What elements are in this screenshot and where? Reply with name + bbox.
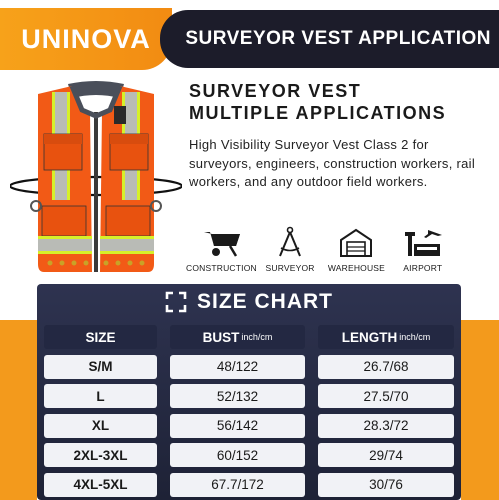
heading-line-1: SURVEYOR VEST <box>189 81 362 101</box>
airport-icon <box>402 226 444 258</box>
application-icons <box>186 226 456 278</box>
cell-size: L <box>44 384 157 408</box>
application-surveyor <box>257 226 323 278</box>
cell-size: XL <box>44 414 157 438</box>
application-warehouse <box>323 226 389 278</box>
section-description: High Visibility Surveyor Vest Class 2 for surveyors, engineers, construction workers, rail workers, and any outdoor field workers. <box>189 137 476 189</box>
chart-side-accent-right <box>461 320 499 500</box>
cell-size: S/M <box>44 355 157 379</box>
cell-length: 30/76 <box>318 473 454 497</box>
title-bar <box>160 10 499 68</box>
size-chart-header <box>37 284 461 320</box>
heading-line-2: MULTIPLE APPLICATIONS <box>189 103 447 123</box>
cell-length: 29/74 <box>318 443 454 467</box>
cell-bust: 48/122 <box>170 355 305 379</box>
header-size: SIZE <box>44 325 157 349</box>
vest-image <box>10 76 182 282</box>
table-row <box>44 473 454 497</box>
table-row <box>44 443 454 467</box>
brand-logo <box>0 8 172 70</box>
cell-bust: 52/132 <box>170 384 305 408</box>
cell-bust: 56/142 <box>170 414 305 438</box>
application-label: CONSTRUCTION <box>186 263 257 273</box>
cell-size: 2XL-3XL <box>44 443 157 467</box>
header-bust-label: BUST <box>202 329 240 345</box>
header-bust <box>170 325 305 349</box>
table-row <box>44 414 454 438</box>
cell-length: 27.5/70 <box>318 384 454 408</box>
frame-corners-icon <box>165 291 187 313</box>
table-row <box>44 384 454 408</box>
compass-icon <box>269 226 311 258</box>
application-construction <box>186 226 257 278</box>
cell-size: 4XL-5XL <box>44 473 157 497</box>
header-length <box>318 325 454 349</box>
wheelbarrow-icon <box>200 226 242 258</box>
table-row <box>44 355 454 379</box>
cell-bust: 67.7/172 <box>170 473 305 497</box>
cell-length: 28.3/72 <box>318 414 454 438</box>
size-table <box>44 325 454 500</box>
section-heading <box>189 80 489 124</box>
header-length-label: LENGTH <box>341 329 398 345</box>
brand-name: UNINOVA <box>21 23 151 54</box>
warehouse-icon <box>335 226 377 258</box>
header-bust-unit: inch/cm <box>241 332 273 342</box>
application-label: SURVEYOR <box>265 263 315 273</box>
application-label: WAREHOUSE <box>327 263 386 273</box>
size-chart-title: SIZE CHART <box>197 290 333 313</box>
size-table-header <box>44 325 454 349</box>
chart-side-accent-left <box>0 320 37 500</box>
application-label: AIRPORT <box>403 263 443 273</box>
cell-bust: 60/152 <box>170 443 305 467</box>
header-length-unit: inch/cm <box>399 332 431 342</box>
application-airport <box>390 226 456 278</box>
banner-title: SURVEYOR VEST APPLICATION <box>185 28 491 49</box>
cell-length: 26.7/68 <box>318 355 454 379</box>
header-banner <box>0 0 499 76</box>
